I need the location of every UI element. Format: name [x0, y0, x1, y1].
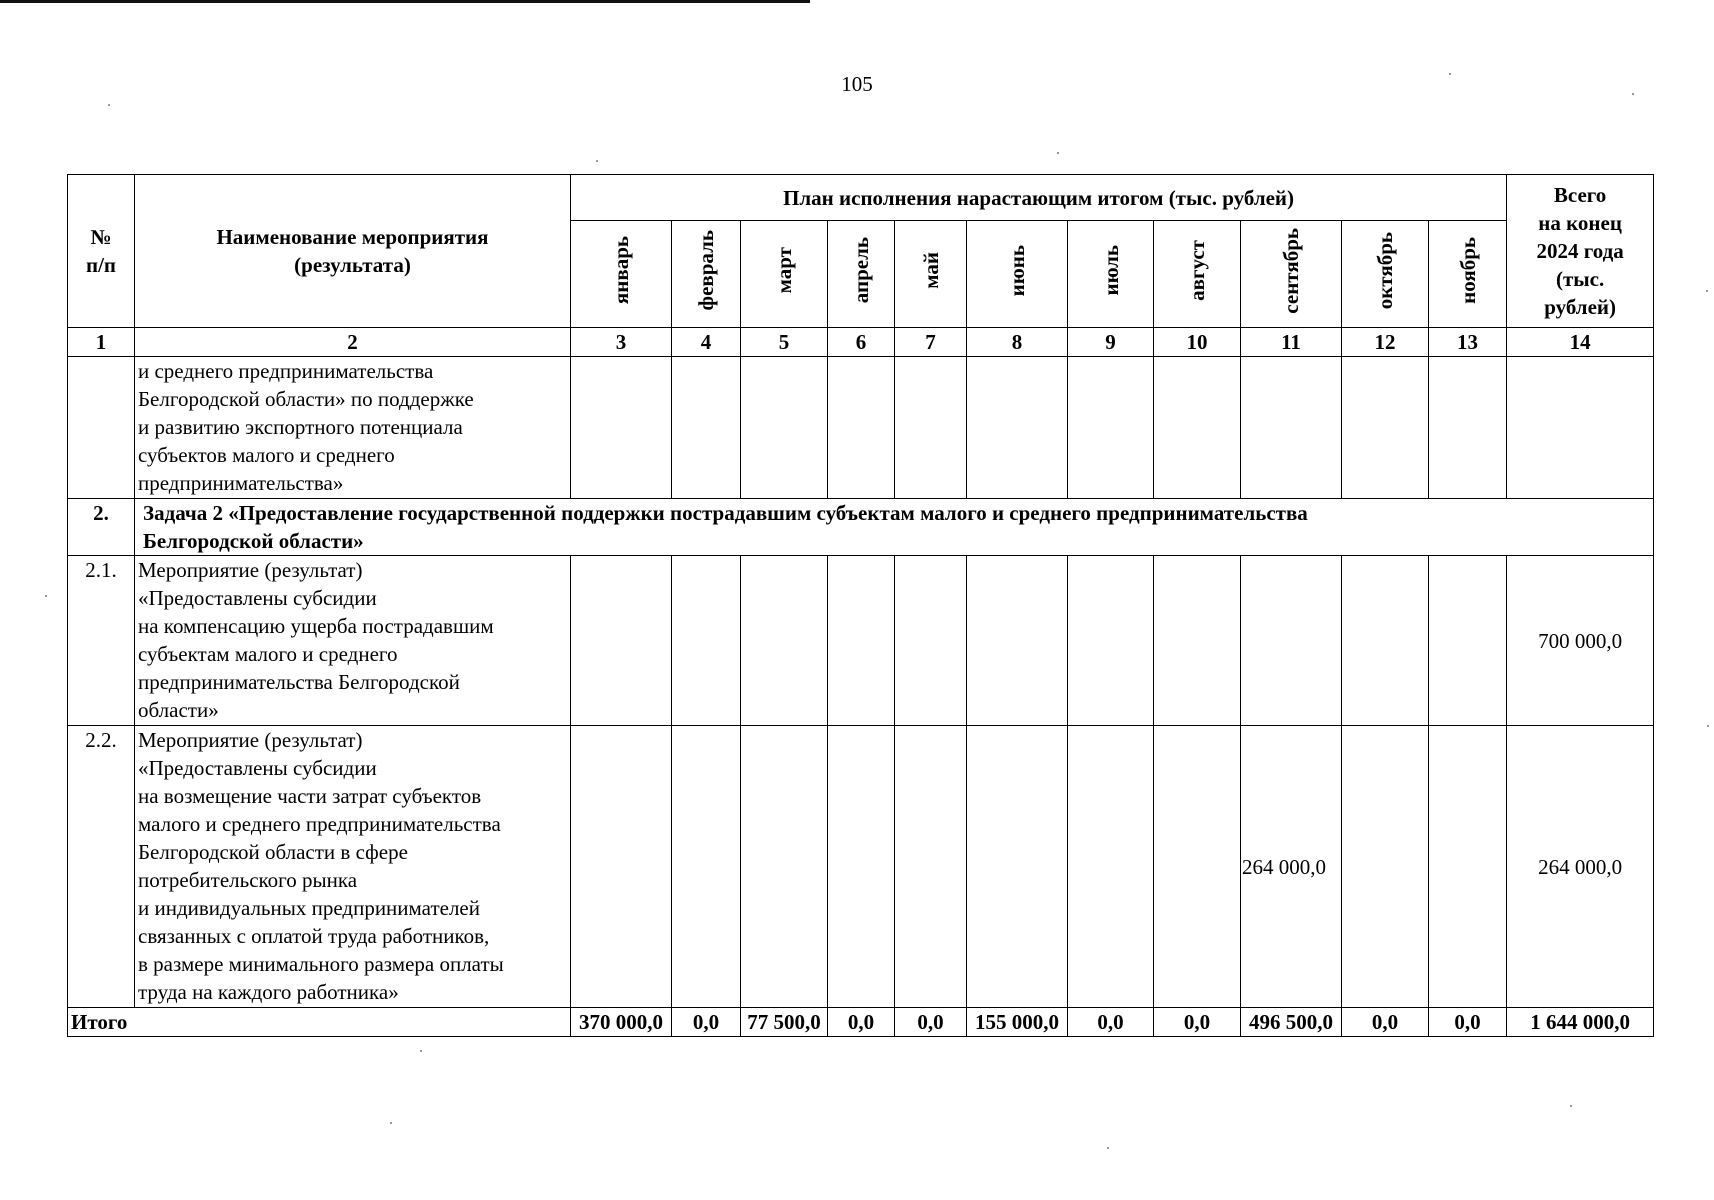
- month-header: [1342, 221, 1429, 328]
- empty-cell: [672, 556, 741, 726]
- empty-cell: [967, 357, 1068, 499]
- month-header: [1154, 221, 1241, 328]
- month-header: [967, 221, 1068, 328]
- month-label: май: [918, 252, 943, 289]
- empty-cell: [828, 726, 895, 1008]
- column-number: 9: [1068, 328, 1154, 357]
- grand-total-value: 1 644 000,0: [1507, 1008, 1654, 1037]
- empty-cell: [967, 556, 1068, 726]
- scan-speck: [596, 160, 598, 162]
- empty-cell: [571, 726, 672, 1008]
- column-number: 7: [895, 328, 967, 357]
- empty-cell: [1241, 556, 1342, 726]
- plan-header: План исполнения нарастающим итогом (тыс. рублей): [571, 175, 1507, 221]
- scan-speck: [1449, 73, 1451, 75]
- september-value: 264 000,0: [1241, 726, 1342, 1008]
- empty-cell: [967, 726, 1068, 1008]
- column-number: 13: [1429, 328, 1507, 357]
- total-value: 0,0: [1342, 1008, 1429, 1037]
- task-number: 2.: [68, 499, 135, 556]
- totals-row: [68, 1008, 1654, 1037]
- column-number-row: [68, 328, 1654, 357]
- empty-cell: [895, 556, 967, 726]
- column-number: 3: [571, 328, 672, 357]
- empty-cell: [1068, 726, 1154, 1008]
- month-label: сентябрь: [1279, 227, 1303, 314]
- column-number: 14: [1507, 328, 1654, 357]
- total-value: 0,0: [1068, 1008, 1154, 1037]
- total-value: 0,0: [828, 1008, 895, 1037]
- month-label: январь: [609, 236, 633, 305]
- empty-cell: [1342, 726, 1429, 1008]
- top-rule: [0, 0, 810, 3]
- empty-cell: [672, 726, 741, 1008]
- empty-cell: [1507, 357, 1654, 499]
- month-header: [571, 221, 672, 328]
- month-label: апрель: [849, 237, 873, 304]
- month-label: июль: [1098, 245, 1123, 296]
- empty-cell: [1429, 357, 1507, 499]
- scan-speck: [1107, 1147, 1109, 1149]
- empty-cell: [672, 357, 741, 499]
- scan-speck: [390, 1122, 392, 1124]
- name-header: Наименование мероприятия (результата): [135, 175, 571, 328]
- task-title: Задача 2 «Предоставление государственной поддержки пострадавшим субъектам малого и среднего предпринимательства Белгородской области»: [135, 499, 1654, 556]
- total-value: 77 500,0: [741, 1008, 828, 1037]
- month-label: июнь: [1005, 244, 1029, 297]
- year-total-header: Всего на конец 2024 года (тыс. рублей): [1507, 175, 1654, 328]
- scan-speck: [420, 1050, 422, 1052]
- scan-speck: [1057, 152, 1059, 154]
- empty-cell: [741, 556, 828, 726]
- empty-cell: [828, 556, 895, 726]
- month-header: [828, 221, 895, 328]
- month-label: февраль: [694, 230, 718, 311]
- total-value: 0,0: [672, 1008, 741, 1037]
- empty-cell: [571, 357, 672, 499]
- scan-speck: [1707, 725, 1709, 727]
- empty-cell: [895, 726, 967, 1008]
- total-value: 0,0: [895, 1008, 967, 1037]
- empty-cell: [1342, 556, 1429, 726]
- page-number: 105: [841, 72, 873, 96]
- scan-speck: [1706, 290, 1708, 292]
- month-label: март: [772, 247, 796, 294]
- num-header: № п/п: [68, 175, 135, 328]
- empty-cell: [1068, 556, 1154, 726]
- table-row-continuation: [68, 357, 1654, 499]
- column-number: 2: [135, 328, 571, 357]
- column-number: 1: [68, 328, 135, 357]
- measure-description: и среднего предпринимательства Белгородской области» по поддержке и развитию экспортного потенциала субъектов малого и среднего предпринимательства»: [135, 357, 571, 499]
- empty-cell: [1429, 726, 1507, 1008]
- month-header: [895, 221, 967, 328]
- measure-description: Мероприятие (результат) «Предоставлены субсидии на компенсацию ущерба пострадавшим субъектам малого и среднего предпринимательства Белгородской области»: [135, 556, 571, 726]
- month-header: [672, 221, 741, 328]
- empty-cell: [1241, 357, 1342, 499]
- empty-cell: [741, 726, 828, 1008]
- month-label: ноябрь: [1455, 237, 1480, 304]
- empty-cell: [1342, 357, 1429, 499]
- column-number: 8: [967, 328, 1068, 357]
- year-total-value: 700 000,0: [1507, 556, 1654, 726]
- scan-speck: [45, 595, 47, 597]
- empty-cell: [1068, 357, 1154, 499]
- month-header: [741, 221, 828, 328]
- table-row-2-1: [68, 556, 1654, 726]
- row-number: 2.2.: [68, 726, 135, 1008]
- total-value: 0,0: [1154, 1008, 1241, 1037]
- total-value: 0,0: [1429, 1008, 1507, 1037]
- empty-cell: [828, 357, 895, 499]
- header-row-top: [68, 175, 1654, 221]
- row-number: 2.1.: [68, 556, 135, 726]
- empty-cell: [741, 357, 828, 499]
- month-label: август: [1185, 240, 1209, 301]
- scan-speck: [1570, 1105, 1572, 1107]
- column-number: 6: [828, 328, 895, 357]
- total-value: 370 000,0: [571, 1008, 672, 1037]
- month-label: октябрь: [1373, 231, 1397, 310]
- column-number: 12: [1342, 328, 1429, 357]
- column-number: 4: [672, 328, 741, 357]
- empty-cell: [895, 357, 967, 499]
- measure-description: Мероприятие (результат) «Предоставлены субсидии на возмещение части затрат субъектов малого и среднего предпринимательства Белгородской области в сфере потребительского рынка и индивидуальных предпринимателей связанных с оплатой труда работников, в размере минимального размера оплаты труда на каждого работника»: [135, 726, 571, 1008]
- row-number: [68, 357, 135, 499]
- total-value: 155 000,0: [967, 1008, 1068, 1037]
- column-number: 10: [1154, 328, 1241, 357]
- year-total-value: 264 000,0: [1507, 726, 1654, 1008]
- total-value: 496 500,0: [1241, 1008, 1342, 1037]
- plan-table: [67, 174, 1654, 1037]
- empty-cell: [1154, 556, 1241, 726]
- scan-speck: [108, 104, 110, 106]
- month-header: [1241, 221, 1342, 328]
- column-number: 5: [741, 328, 828, 357]
- task-row: [68, 499, 1654, 556]
- scan-speck: [1632, 93, 1634, 95]
- empty-cell: [1154, 357, 1241, 499]
- empty-cell: [1429, 556, 1507, 726]
- empty-cell: [571, 556, 672, 726]
- table-row-2-2: [68, 726, 1654, 1008]
- column-number: 11: [1241, 328, 1342, 357]
- totals-label: Итого: [68, 1008, 571, 1037]
- month-header: [1429, 221, 1507, 328]
- month-header: [1068, 221, 1154, 328]
- empty-cell: [1154, 726, 1241, 1008]
